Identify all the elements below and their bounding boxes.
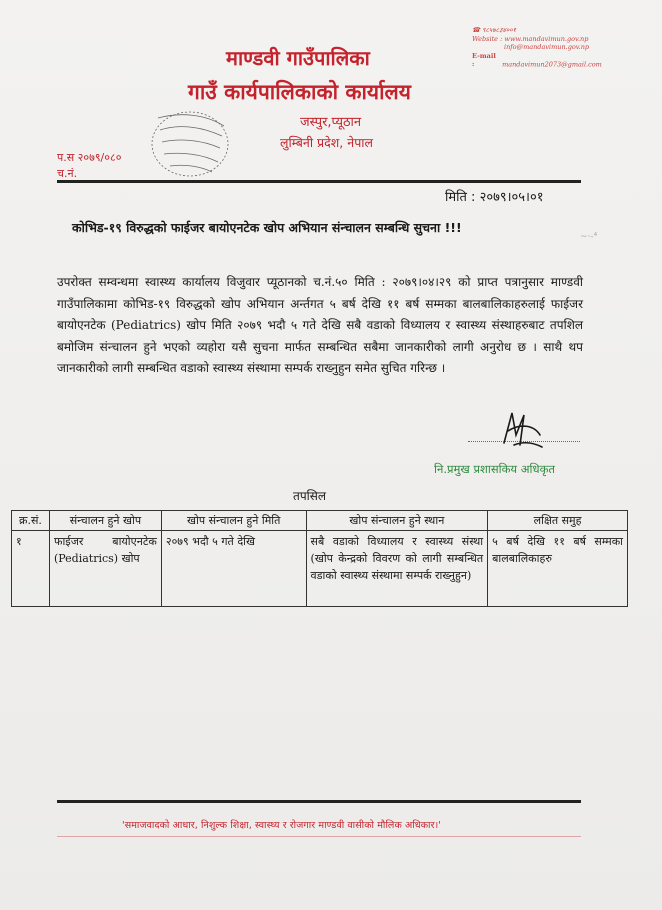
contact-block: [472, 26, 602, 69]
fiscal-year: प.स २०७९/०८०: [57, 151, 122, 164]
vaccination-schedule-table: [11, 510, 628, 607]
municipality-name: माण्डवी गाउँपालिका: [226, 46, 370, 70]
cell-location: सबै वडाको विध्यालय र स्वास्थ्य संस्था (खोप केन्द्रको विवरण को लागी सम्बन्धित वडाको स्वास्थ्य संस्थामा सम्पर्क राख्नुहुन): [306, 531, 488, 607]
column-header-vaccine: संन्चालन हुने खोप: [49, 511, 161, 531]
footer-divider-bottom: [57, 836, 581, 837]
pencil-mark: ~·-⁴: [580, 232, 598, 242]
reference-block: [57, 150, 121, 182]
column-header-location: खोप संन्चालन हुने स्थान: [306, 511, 488, 531]
schedule-heading: तपसिल: [293, 489, 327, 503]
notice-subject: कोभिड-१९ विरुद्धको फाईजर बायोएनटेक खोप अभियान संन्चालन सम्बन्धि सुचना !!!: [72, 220, 462, 235]
cell-target-group: ५ बर्ष देखि ११ बर्ष सम्मका बालबालिकाहरु: [488, 531, 628, 607]
footer-slogan: 'समाजवादको आधार, निशुल्क शिक्षा, स्वास्थ्य र रोजगार माण्डवी वासीको मौलिक अधिकार।': [122, 820, 441, 831]
column-header-date: खोप संन्चालन हुने मिति: [161, 511, 306, 531]
table-row: [12, 531, 628, 607]
office-stamp-seal: [150, 108, 232, 178]
email-address-2: mandavimun2073@gmail.com: [502, 60, 602, 68]
signatory-title: नि.प्रमुख प्रशासकिय अधिकृत: [434, 462, 555, 476]
email-address-1: info@mandavimun.gov.np: [504, 43, 590, 51]
column-header-target-group: लक्षित समुह: [488, 511, 628, 531]
footer-divider-top: [57, 800, 581, 803]
cell-vaccine: फाईजर बायोएनटेक (Pediatrics) खोप: [49, 531, 161, 607]
website-url: www.mandavimun.gov.np: [504, 34, 589, 43]
office-province: लुम्बिनी प्रदेश, नेपाल: [280, 135, 374, 150]
handwritten-signature: [490, 405, 550, 455]
office-location: जस्पुर,प्यूठान: [300, 115, 362, 130]
table-header-row: [12, 511, 628, 531]
signature-line: [468, 441, 580, 442]
office-name: गाउँ कार्यपालिकाको कार्यालय: [188, 80, 411, 104]
column-header-serial: क्र.सं.: [12, 511, 50, 531]
email-label: E-mail :: [472, 51, 496, 68]
header-divider: [57, 180, 581, 183]
website-label: Website :: [472, 34, 503, 43]
cell-date: २०७९ भदौ ५ गते देखि: [161, 531, 306, 607]
letter-date: मिति : २०७९।०५।०१: [445, 190, 544, 205]
cell-serial: १: [12, 531, 50, 607]
reference-number: च.नं.: [57, 167, 78, 180]
notice-body: उपरोक्त सम्वन्धमा स्वास्थ्य कार्यालय विजुवार प्यूठानको च.नं.५० मिति : २०७९।०४।२९ को प्राप्त पत्रानुसार माण्डवी गाउँपालिकामा कोभिड-१९ विरुद्धको खोप अभियान अर्न्तगत ५ बर्ष देखि ११ बर्ष सम्मका बालबालिकाहरुलाई फाईजर बायोएनटेक (Pediatrics) खोप मिति २०७९ भदौ ५ गते देखि सबै वडाको विध्यालय र स्वास्थ्य संस्थाहरुबाट तपशिल बमोजिम संन्चालन हुने भएको व्यहोरा यसै सुचना मार्फत सम्बन्धित सबैमा जानकारीको लागी अनुरोध छ । साथै थप जानकारीको लागी सम्बन्धित वडाको स्वास्थ्य संस्थामा सम्पर्क राख्नुहुन समेत सुचित गरिन्छ ।: [57, 275, 583, 375]
phone-number: ☎ ९८५७८३४००१: [472, 26, 516, 34]
